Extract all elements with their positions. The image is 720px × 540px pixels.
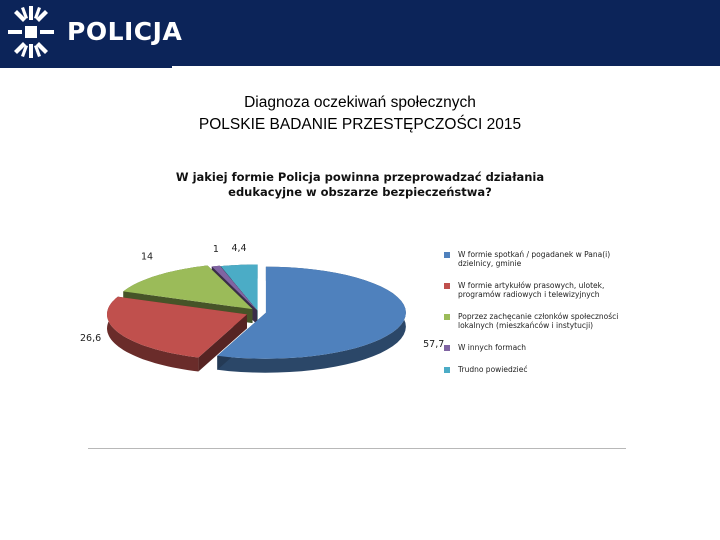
legend-item	[444, 365, 634, 374]
chart-title-line-1: W jakiej formie Policja powinna przeprowadzać działania	[175, 170, 545, 184]
legend-label: W innych formach	[458, 343, 527, 352]
divider-line	[88, 448, 626, 449]
legend-swatch	[444, 283, 450, 289]
legend-label: Poprzez zachęcanie członków społeczności lokalnych (mieszkańców i instytucji)	[458, 312, 619, 330]
brand-name: POLICJA	[67, 17, 183, 46]
chart-title-line-2: edukacyjne w obszarze bezpieczeństwa?	[228, 185, 492, 199]
slice-value-label: 1	[212, 244, 219, 256]
chart-legend	[444, 250, 634, 374]
legend-swatch	[444, 367, 450, 373]
slice-value-label: 4,4	[231, 242, 247, 254]
legend-swatch	[444, 345, 450, 351]
legend-item	[444, 250, 634, 268]
slide-subtitle: POLSKIE BADANIE PRZESTĘPCZOŚCI 2015	[198, 116, 522, 133]
legend-swatch	[444, 314, 450, 320]
legend-label: W formie artykułów prasowych, ulotek, programów radiowych i telewizyjnych	[458, 281, 605, 299]
legend-item	[444, 281, 634, 299]
legend-item	[444, 312, 634, 330]
slice-value-label: 26,6	[80, 332, 102, 344]
legend-item	[444, 343, 634, 352]
slice-value-label: 57,7	[423, 338, 445, 350]
legend-swatch	[444, 252, 450, 258]
slice-value-label: 14	[140, 251, 154, 263]
legend-label: W formie spotkań / pogadanek w Pana(i) dzielnicy, gminie	[458, 250, 611, 268]
legend-label: Trudno powiedzieć	[458, 365, 528, 374]
slide-title: Diagnoza oczekiwań społecznych	[244, 94, 476, 111]
